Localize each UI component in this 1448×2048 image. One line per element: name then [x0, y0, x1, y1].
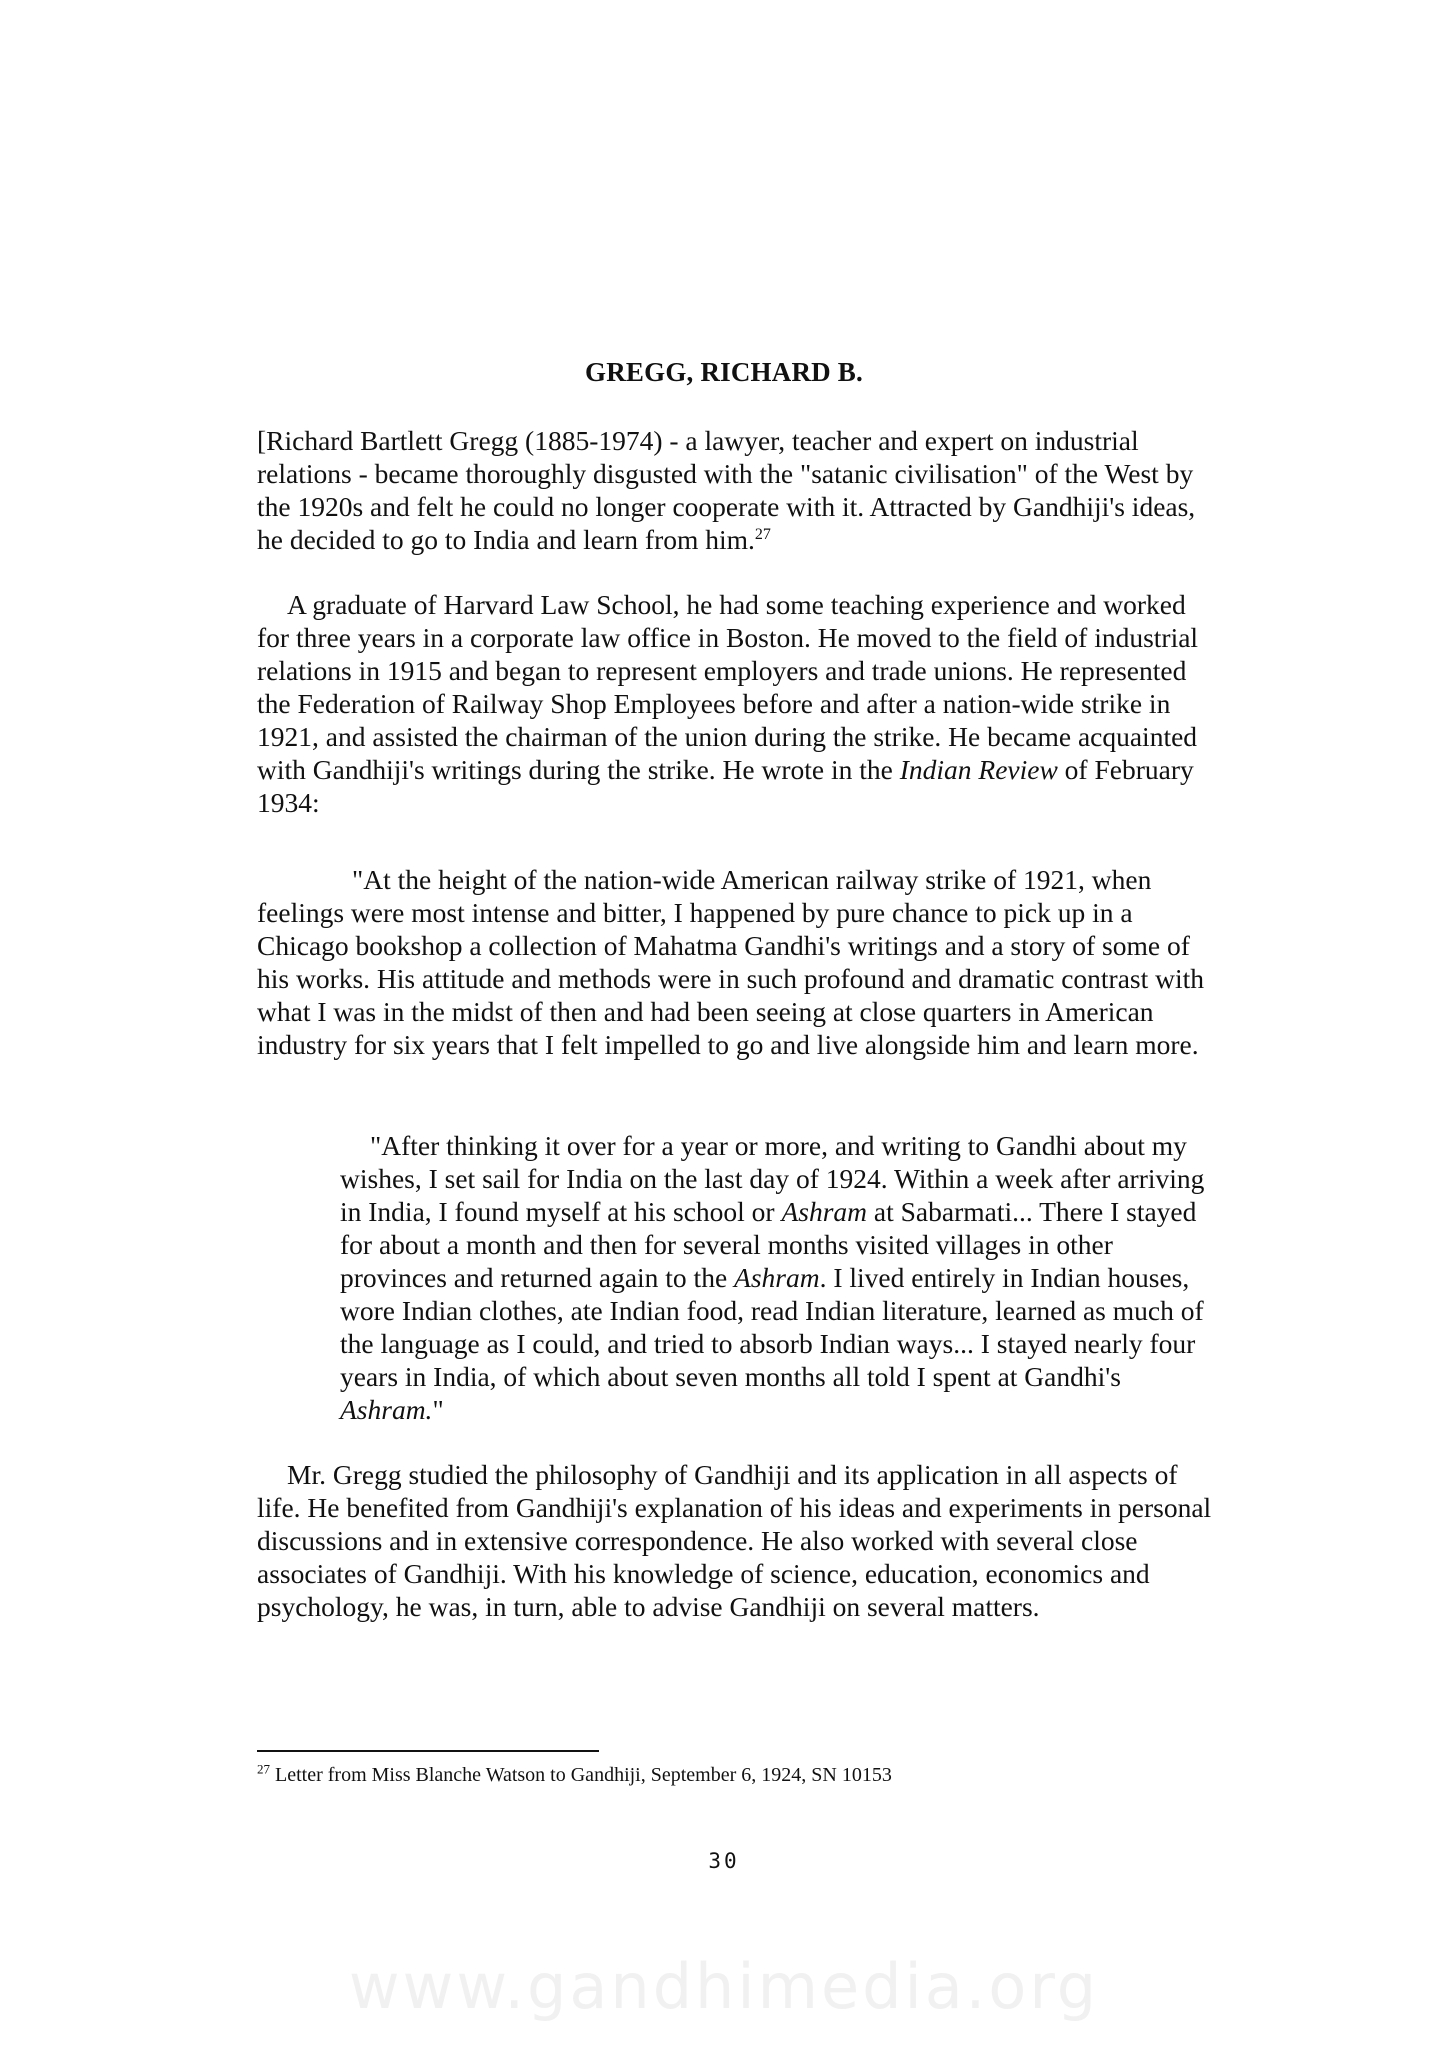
quote-paragraph-1: "At the height of the nation-wide American railway strike of 1921, when feelings were most intense and bitter, I happened by pure chance to pick up in a Chicago bookshop a collection of Mahatma Gandhi's writings and a story of some of his works. His attitude and methods were in such profound and dramatic contrast with what I was in the midst of then and had been seeing at close quarters in American industry for six years that I felt impelled to go and live alongside him and learn more.: [257, 864, 1205, 1060]
footnote-number: 27: [257, 1761, 270, 1777]
intro-text: [Richard Bartlett Gregg (1885-1974) - a lawyer, teacher and expert on industrial relations - became thoroughly disgusted with the "satanic civilisation" of the West by the 1920s and felt he could no longer cooperate with it. Attracted by Gandhiji's ideas, he decided to go to India and learn from him.: [257, 425, 1196, 555]
quote2-part1: "After thinking it over for a year or more, and writing to Gandhi about my wishes, I set sail for India on the last day of 1924. Within a week after arriving in India, I found myself at his school or: [340, 1130, 1205, 1227]
intro-paragraph: [257, 424, 1227, 556]
watermark: www.gandhimedia.org: [348, 1950, 1100, 2023]
quote2-italic1: Ashram: [781, 1196, 868, 1227]
page-number: 30: [708, 1849, 740, 1873]
quote-paragraph-2: [340, 1129, 1215, 1426]
quote2-italic2: Ashram: [734, 1262, 820, 1293]
quote2-part2: at Sabarmati... There I stayed for about a month and then for several months visited villages in other provinces and returned again to the: [340, 1196, 1197, 1293]
publication-title: Indian Review: [899, 754, 1058, 785]
quote2-italic3: Ashram.: [340, 1394, 433, 1425]
footnote: [257, 1762, 1217, 1788]
graduate-tail: of February 1934:: [257, 754, 1194, 818]
quote2-part4: ": [432, 1394, 444, 1425]
footnote-divider: [257, 1750, 599, 1752]
gregg-paragraph: Mr. Gregg studied the philosophy of Gandhiji and its application in all aspects of life. He benefited from Gandhiji's explanation of his ideas and experiments in personal discussions and in extensive correspondence. He also worked with several close associates of Gandhiji. With his knowledge of science, education, economics and psychology, he was, in turn, able to advise Gandhiji on several matters.: [257, 1459, 1212, 1622]
graduate-text: A graduate of Harvard Law School, he had some teaching experience and worked for three years in a corporate law office in Boston. He moved to the field of industrial relations in 1915 and began to represent employers and trade unions. He represented the Federation of Railway Shop Employees before and after a nation-wide strike in 1921, and assisted the chairman of the union during the strike. He became acquainted with Gandhiji's writings during the strike. He wrote in the: [257, 589, 1199, 785]
page-title: GREGG, RICHARD B.: [585, 357, 863, 387]
graduate-paragraph: [257, 588, 1217, 819]
footnote-text: Letter from Miss Blanche Watson to Gandhiji, September 6, 1924, SN 10153: [270, 1764, 892, 1786]
footnote-reference[interactable]: 27: [754, 525, 771, 543]
quote2-part3: . I lived entirely in Indian houses, wore Indian clothes, ate Indian food, read Indian literature, learned as much of the language as I could, and tried to absorb Indian ways... I stayed nearly four years in India, of which about seven months all told I spent at Gandhi's: [340, 1262, 1204, 1392]
